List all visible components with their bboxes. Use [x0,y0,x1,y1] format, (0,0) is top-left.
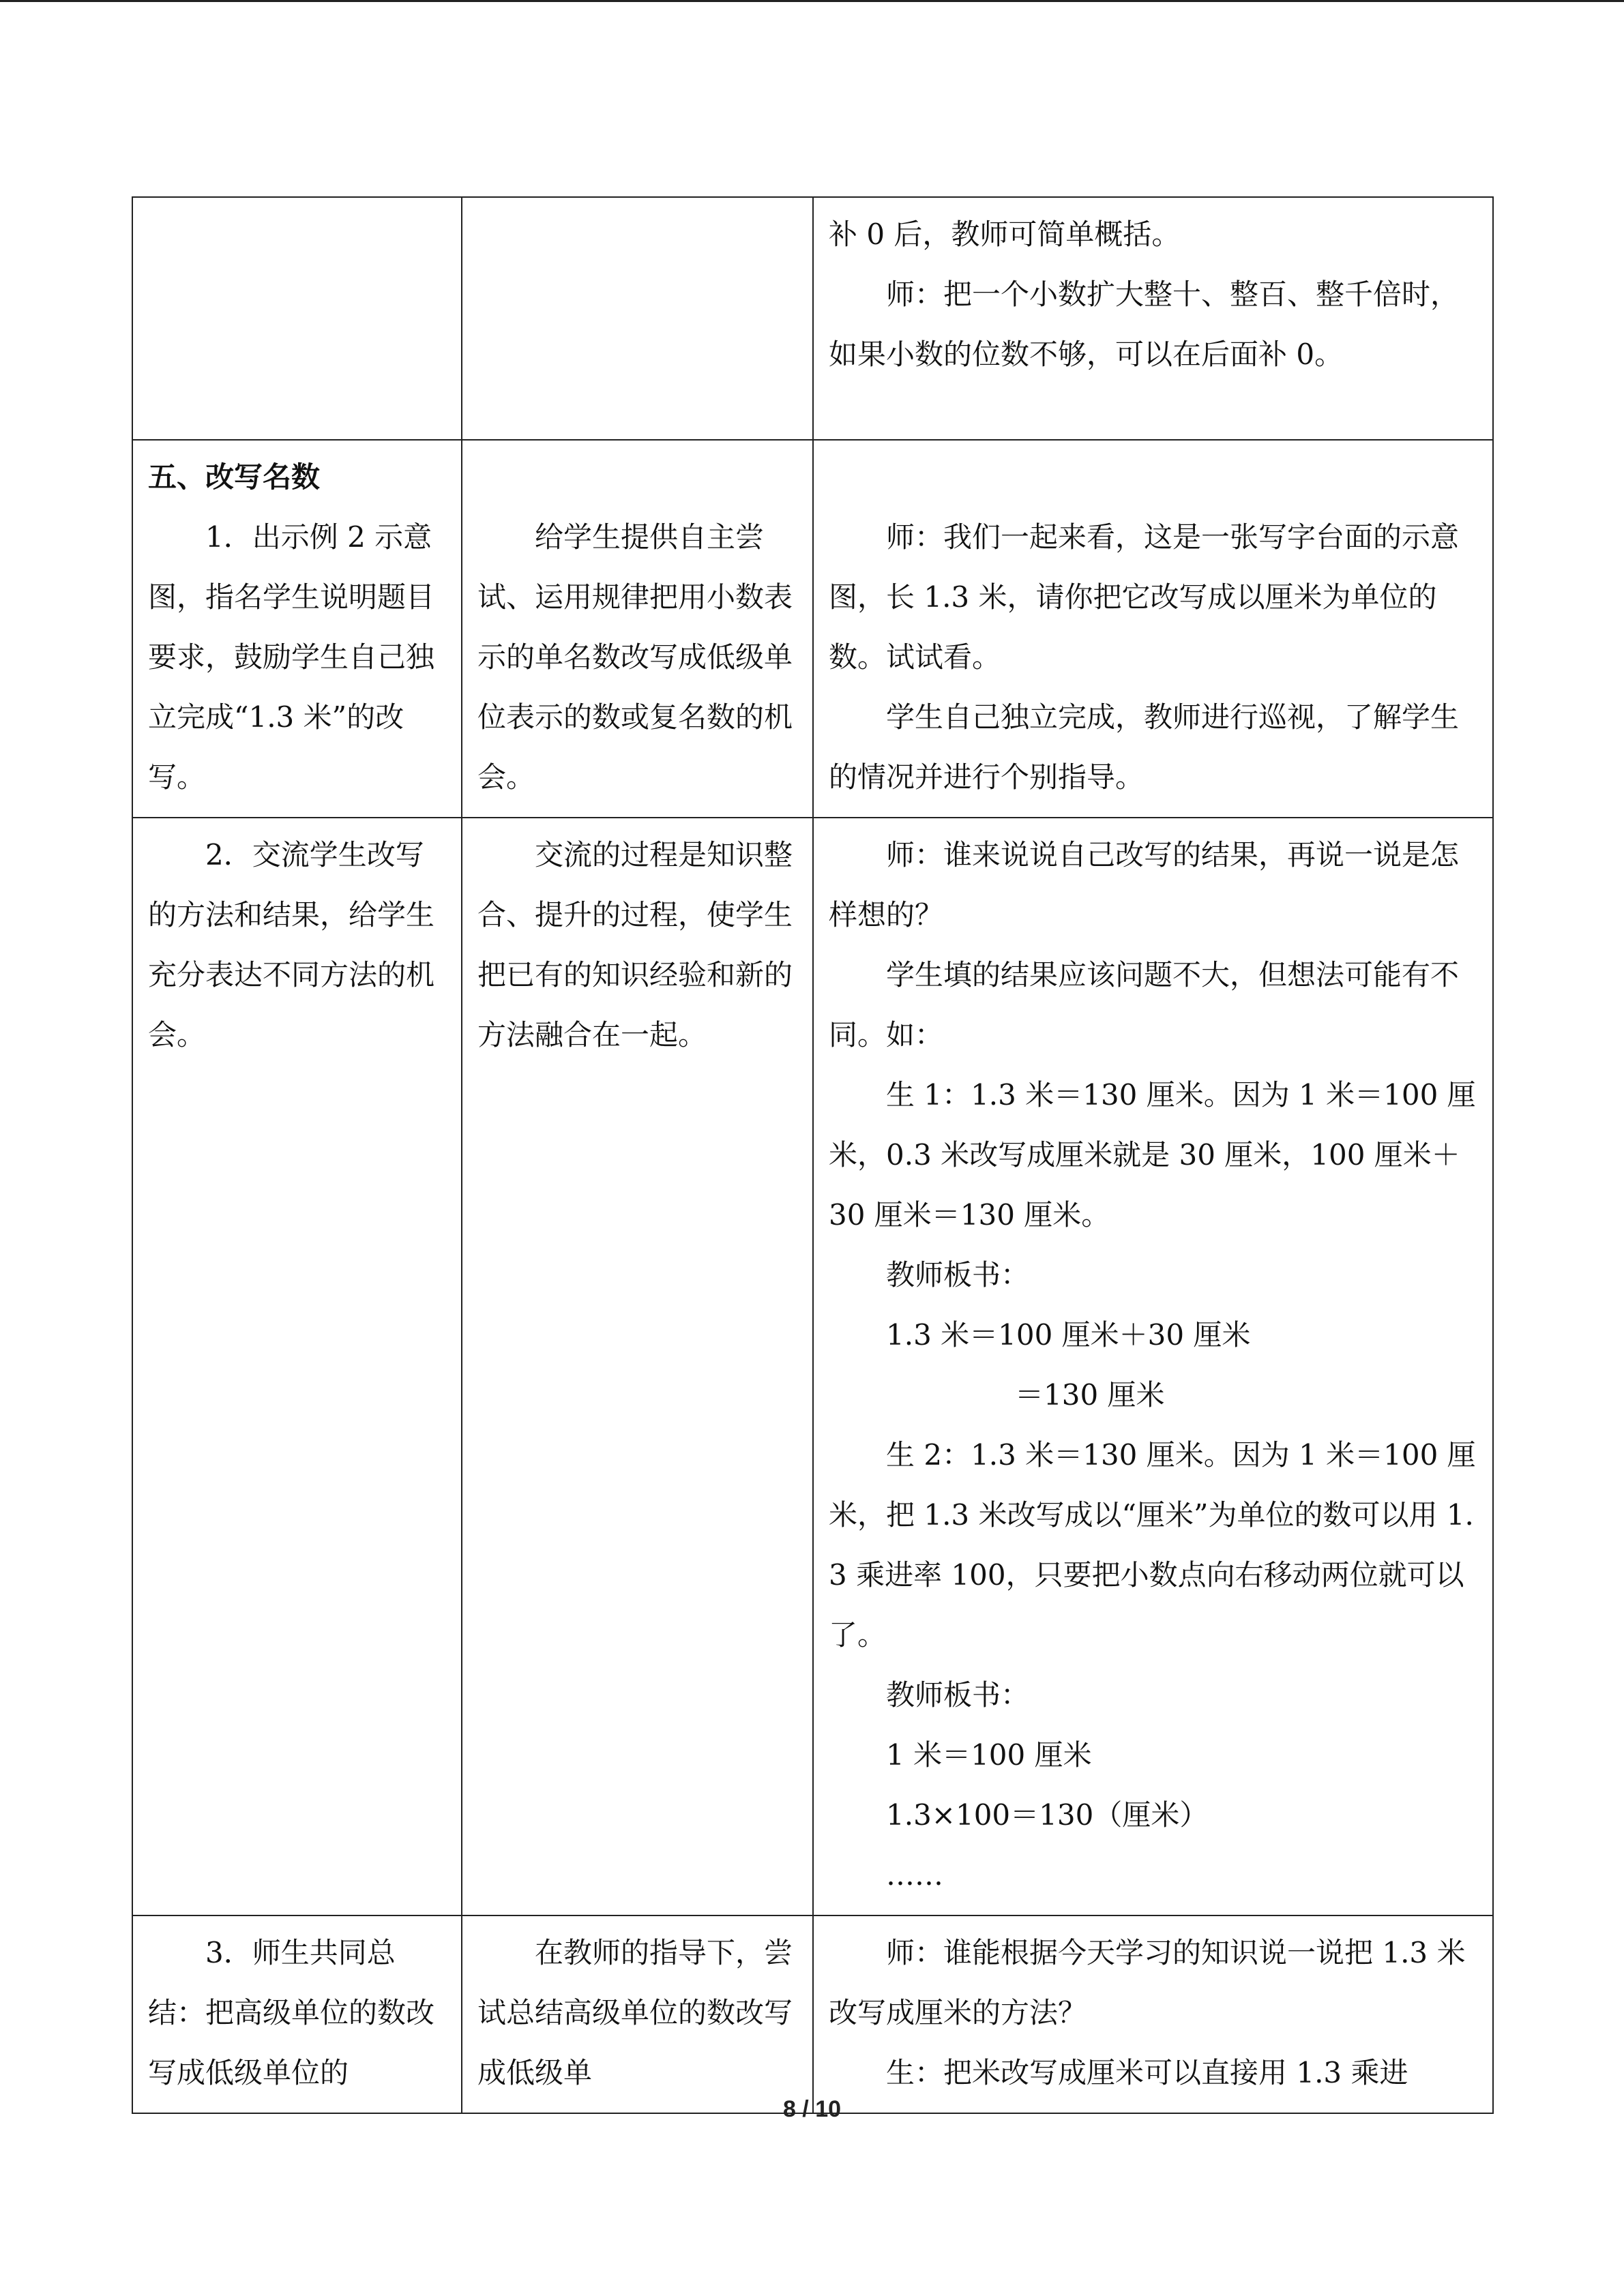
board-equation: 1.3×100＝130（厘米） [886,1798,1209,1832]
intent-cell [462,440,813,818]
lesson-plan-table [132,196,1494,2114]
activity-cell [813,1915,1493,2113]
activity-paragraph: 师：把一个小数扩大整十、整百、整千倍时，如果小数的位数不够，可以在后面补 0。 [829,278,1460,371]
process-cell [132,440,462,818]
activity-paragraph: 学生自己独立完成，教师进行巡视，了解学生的情况并进行个别指导。 [829,700,1460,794]
section-heading: 五、改写名数 [148,460,321,494]
activity-paragraph: 生：把米改写成厘米可以直接用 1.3 乘进 [886,2056,1408,2089]
intent-cell [462,1915,813,2113]
process-cell [132,197,462,440]
intent-text: 给学生提供自主尝试、运用规律把用小数表示的单名数改写成低级单位表示的数或复名数的机会。 [477,520,793,794]
board-label: 教师板书： [886,1258,1030,1292]
intent-cell [462,197,813,440]
table-row [132,197,1493,440]
board-label: 教师板书： [886,1678,1030,1712]
page-number: 8 / 10 [782,2096,842,2122]
intent-text: 交流的过程是知识整合、提升的过程，使学生把已有的知识经验和新的方法融合在一起。 [477,838,793,1052]
board-equation: 1 米＝100 厘米 [886,1738,1092,1772]
activity-paragraph: 师：谁能根据今天学习的知识说一说把 1.3 米改写成厘米的方法？ [829,1936,1466,2029]
activity-cell [813,440,1493,818]
table-row [132,1915,1493,2113]
activity-paragraph: 学生填的结果应该问题不大，但想法可能有不同。如： [829,958,1460,1052]
process-text: 3．师生共同总结：把高级单位的数改写成低级单位的 [148,1936,435,2089]
process-cell [132,818,462,1915]
activity-paragraph: 师：我们一起来看，这是一张写字台面的示意图，长 1.3 米，请你把它改写成以厘米为单位的数。试试看。 [829,520,1460,674]
activity-cell [813,818,1493,1915]
activity-paragraph: 生 2：1.3 米＝130 厘米。因为 1 米＝100 厘米，把 1.3 米改写成以“厘米”为单位的数可以用 1.3 乘进率 100，只要把小数点向右移动两位就可以了。 [829,1438,1476,1652]
process-text: 1．出示例 2 示意图，指名学生说明题目要求，鼓励学生自己独立完成“1.3 米”的改写。 [148,520,435,794]
activity-cell [813,197,1493,440]
page-top-border [0,0,1624,2]
intent-text: 在教师的指导下，尝试总结高级单位的数改写成低级单 [477,1936,793,2089]
ellipsis: …… [886,1858,943,1892]
activity-paragraph: 补 0 后，教师可简单概括。 [829,218,1181,251]
process-text: 2．交流学生改写的方法和结果，给学生充分表达不同方法的机会。 [148,838,435,1052]
spacer [477,447,797,507]
activity-paragraph: 生 1：1.3 米＝130 厘米。因为 1 米＝100 厘米，0.3 米改写成厘米就是 30 厘米，100 厘米＋30 厘米＝130 厘米。 [829,1078,1476,1232]
board-equation: 1.3 米＝100 厘米＋30 厘米 [886,1318,1251,1352]
table-row [132,818,1493,1915]
activity-paragraph: 师：谁来说说自己改写的结果，再说一说是怎样想的？ [829,838,1460,931]
spacer [829,447,1477,507]
board-equation: ＝130 厘米 [1015,1378,1165,1412]
intent-cell [462,818,813,1915]
process-cell [132,1915,462,2113]
table-row [132,440,1493,818]
